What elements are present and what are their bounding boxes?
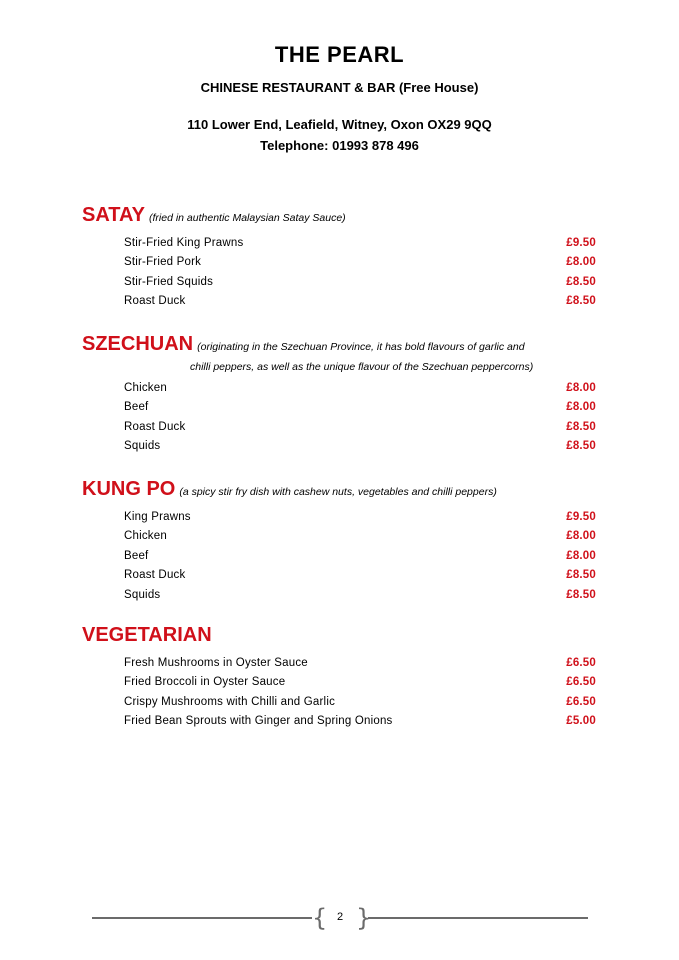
item-price: £8.50 (566, 275, 596, 288)
item-name: Crispy Mushrooms with Chilli and Garlic (124, 695, 336, 708)
item-price: £8.00 (566, 530, 596, 543)
page-number: 2 (336, 911, 344, 923)
left-brace-ornament: { (312, 904, 328, 932)
item-price: £9.50 (566, 511, 596, 523)
menu-item (82, 527, 602, 546)
item-name: King Prawns (124, 511, 191, 523)
section-description-continued: chilli peppers, as well as the unique flavour of the Szechuan peppercorns) (190, 361, 534, 373)
item-price: £8.00 (566, 256, 596, 269)
restaurant-phone: Telephone: 01993 878 496 (260, 138, 419, 153)
menu-item (82, 547, 602, 566)
menu-section-vegetarian (82, 624, 602, 732)
menu-item (82, 566, 602, 585)
item-price: £8.50 (566, 588, 596, 601)
item-name: Beef (124, 549, 149, 562)
section-title: SATAY (82, 204, 145, 226)
item-name: Roast Duck (124, 569, 186, 582)
restaurant-name: THE PEARL (274, 42, 405, 67)
menu-item (82, 253, 602, 272)
item-name: Roast Duck (124, 420, 186, 433)
item-price: £8.00 (566, 401, 596, 414)
restaurant-subtitle: CHINESE RESTAURANT & BAR (Free House) (200, 80, 479, 95)
item-name: Stir-Fried Pork (124, 256, 202, 269)
menu-item (82, 508, 602, 527)
section-description: (a spicy stir fry dish with cashew nuts, vegetables and chilli peppers) (179, 486, 497, 498)
item-name: Roast Duck (124, 295, 186, 308)
item-price: £8.00 (566, 382, 596, 394)
item-price: £9.50 (566, 237, 596, 249)
item-price: £8.50 (566, 295, 596, 308)
menu-item (82, 712, 602, 731)
section-title: KUNG PO (82, 478, 176, 500)
section-title: VEGETARIAN (82, 624, 212, 646)
item-price: £6.50 (566, 657, 596, 669)
menu-section-kung-po (82, 478, 602, 605)
menu-item (82, 586, 602, 605)
section-description: (fried in authentic Malaysian Satay Sauce) (148, 212, 346, 224)
item-name: Fried Broccoli in Oyster Sauce (124, 676, 286, 689)
menu-item (82, 437, 602, 456)
menu-item (82, 654, 602, 673)
item-price: £8.50 (566, 569, 596, 582)
item-price: £6.50 (566, 676, 596, 689)
menu-item (82, 234, 602, 253)
item-price: £8.00 (566, 549, 596, 562)
section-description: (originating in the Szechuan Province, it has bold flavours of garlic and (197, 341, 525, 353)
menu-item (82, 418, 602, 437)
footer-rule-right (368, 917, 588, 919)
menu-item (82, 292, 602, 311)
item-name: Fresh Mushrooms in Oyster Sauce (124, 657, 308, 669)
menu-item (82, 398, 602, 417)
item-name: Stir-Fried King Prawns (124, 237, 244, 249)
item-name: Chicken (124, 530, 167, 543)
menu-item (82, 693, 602, 712)
restaurant-address: 110 Lower End, Leafield, Witney, Oxon OX29 9QQ (187, 117, 492, 132)
item-name: Stir-Fried Squids (124, 275, 214, 288)
section-title: SZECHUAN (82, 333, 194, 355)
item-price: £6.50 (566, 695, 596, 708)
item-name: Beef (124, 401, 149, 414)
item-price: £8.50 (566, 440, 596, 453)
item-name: Squids (124, 588, 161, 601)
menu-item (82, 273, 602, 292)
item-name: Squids (124, 440, 161, 453)
footer-rule-left (92, 917, 312, 919)
item-price: £8.50 (566, 420, 596, 433)
menu-section-satay (82, 204, 602, 312)
item-price: £5.00 (566, 715, 596, 728)
item-name: Fried Bean Sprouts with Ginger and Spring Onions (124, 715, 393, 728)
menu-section-szechuan (82, 333, 602, 457)
menu-item (82, 379, 602, 398)
menu-item (82, 673, 602, 692)
item-name: Chicken (124, 382, 167, 394)
right-brace-ornament: } (356, 904, 372, 932)
